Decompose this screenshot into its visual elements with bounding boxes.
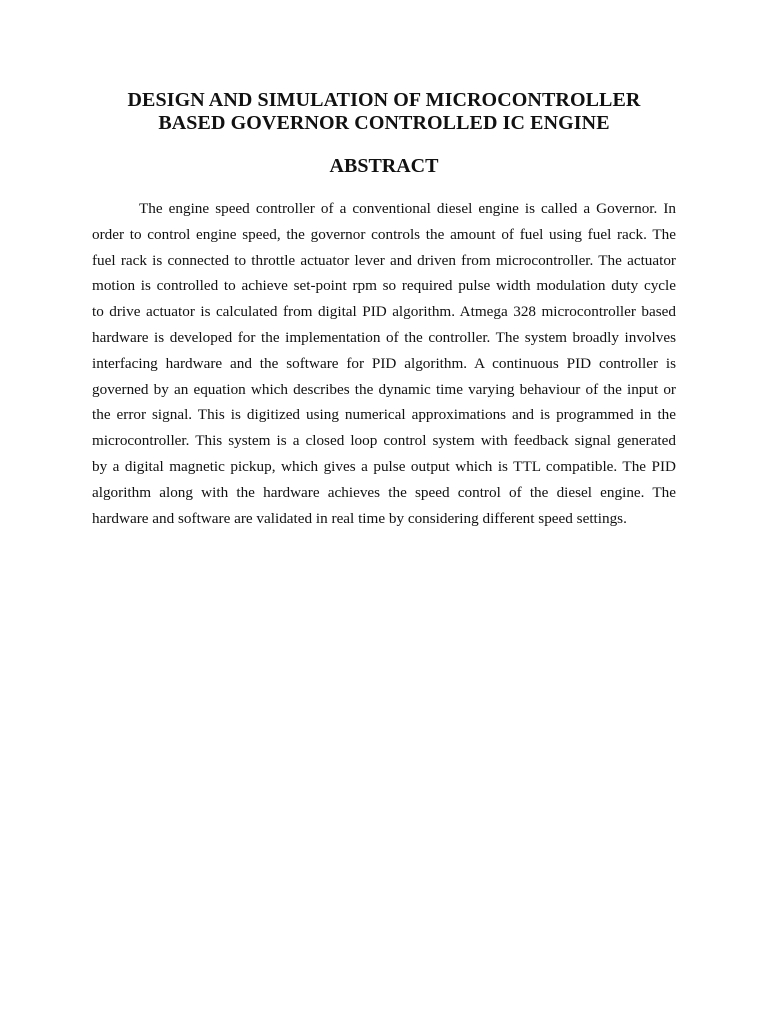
abstract-line: the error signal. This is digitized using numerical approximations and is programmed in the [92,406,676,424]
abstract-line: to drive actuator is calculated from digital PID algorithm. Atmega 328 microcontroller based [92,303,676,321]
abstract-line: governed by an equation which describes the dynamic time varying behaviour of the input or [92,380,676,398]
paper-title [90,89,678,135]
title-line-1: DESIGN AND SIMULATION OF MICROCONTROLLER [127,89,641,111]
abstract-heading: ABSTRACT [329,155,439,177]
abstract-line: motion is controlled to achieve set-point rpm so required pulse width modulation duty cycle [92,277,676,295]
abstract-line: interfacing hardware and the software for PID algorithm. A continuous PID controller is [92,354,676,372]
abstract-line: hardware and software are validated in real time by considering different speed settings. [92,509,627,527]
abstract-line: by a digital magnetic pickup, which gives a pulse output which is TTL compatible. The PID [92,457,676,475]
abstract-line: order to control engine speed, the governor controls the amount of fuel using fuel rack. The [92,225,676,243]
abstract-line: fuel rack is connected to throttle actuator lever and driven from microcontroller. The actuator [92,251,676,269]
abstract-body [92,196,676,531]
abstract-line: algorithm along with the hardware achieves the speed control of the diesel engine. The [92,483,676,501]
abstract-line: hardware is developed for the implementation of the controller. The system broadly involves [92,328,676,346]
title-line-2: BASED GOVERNOR CONTROLLED IC ENGINE [158,112,610,134]
abstract-line: microcontroller. This system is a closed loop control system with feedback signal generated [92,432,676,450]
abstract-line: The engine speed controller of a conventional diesel engine is called a Governor. In [139,200,676,217]
